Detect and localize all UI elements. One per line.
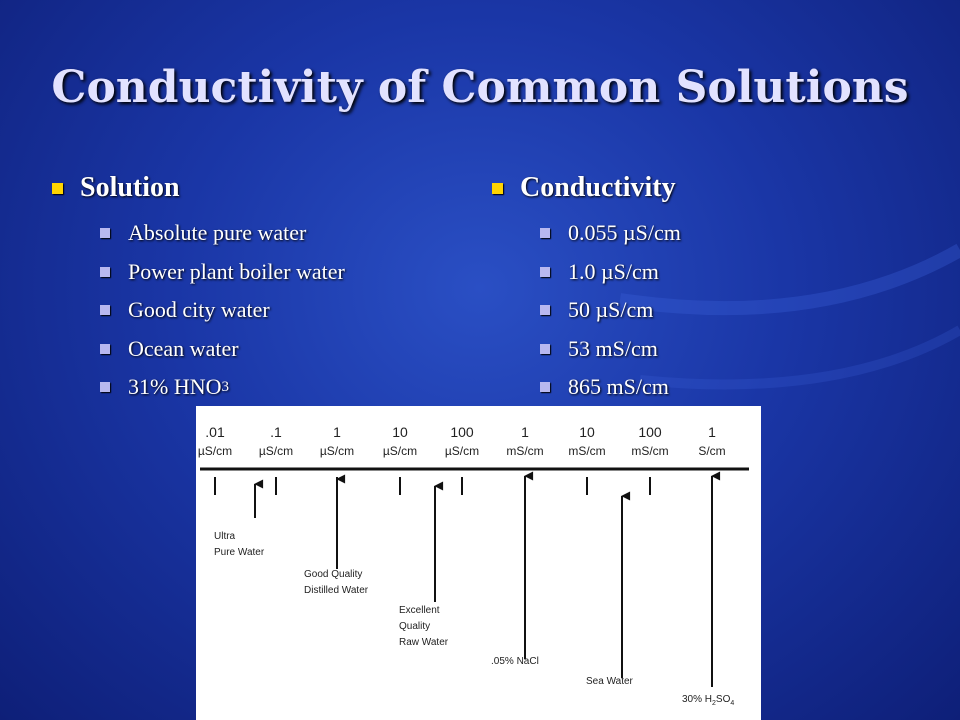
solution-item-label: Power plant boiler water <box>128 258 345 284</box>
solution-heading <box>52 172 345 204</box>
annotation-label: Sea Water <box>586 676 633 687</box>
conductivity-item-label: 1.0 µS/cm <box>568 258 659 284</box>
square-bullet-icon <box>100 305 110 315</box>
list-item <box>540 214 681 253</box>
tick-unit-label: mS/cm <box>631 444 669 458</box>
annotation-label: Ultra <box>214 531 236 542</box>
square-bullet-icon <box>540 305 550 315</box>
tick-unit-label: µS/cm <box>382 444 418 458</box>
square-bullet-icon <box>100 382 110 392</box>
conductivity-item-label: 53 mS/cm <box>568 335 658 361</box>
solution-item-label: Ocean water <box>128 335 239 361</box>
solution-item-label: Absolute pure water <box>128 220 307 246</box>
list-item <box>100 253 345 292</box>
conductivity-item-label: 865 mS/cm <box>568 374 669 400</box>
hno3-subscript: 3 <box>221 378 229 395</box>
tick-unit-label: mS/cm <box>568 444 606 458</box>
annotation-label: 30% $H_2SO_4$ <box>682 694 735 707</box>
tick-value-label: 100 <box>638 424 662 440</box>
yellow-bullet-icon <box>52 183 63 194</box>
square-bullet-icon <box>540 228 550 238</box>
solution-heading-label: Solution <box>80 172 180 203</box>
square-bullet-icon <box>100 344 110 354</box>
square-bullet-icon <box>100 228 110 238</box>
square-bullet-icon <box>540 267 550 277</box>
conductivity-list <box>540 214 681 407</box>
annotation-label: Quality <box>399 621 431 632</box>
tick-value-label: 100 <box>450 424 474 440</box>
tick-unit-label: S/cm <box>698 444 726 458</box>
square-bullet-icon <box>100 267 110 277</box>
scale-arrows <box>255 476 712 687</box>
tick-unit-label: µS/cm <box>258 444 294 458</box>
list-item <box>540 330 681 369</box>
tick-unit-label: µS/cm <box>444 444 480 458</box>
yellow-bullet-icon <box>492 183 503 194</box>
tick-unit-label: µS/cm <box>319 444 355 458</box>
annotation-label: .05% NaCl <box>491 656 539 667</box>
slide-title: Conductivity of Common Solutions <box>51 62 909 113</box>
tick-unit-label: mS/cm <box>506 444 544 458</box>
annotation-label: Excellent <box>399 605 440 616</box>
list-item <box>100 368 345 407</box>
conductivity-heading <box>492 172 681 204</box>
conductivity-column <box>492 172 681 407</box>
solution-list <box>100 214 345 407</box>
list-item <box>540 291 681 330</box>
square-bullet-icon <box>540 344 550 354</box>
list-item <box>540 368 681 407</box>
square-bullet-icon <box>540 382 550 392</box>
conductivity-item-label: 50 µS/cm <box>568 297 654 323</box>
annotation-label: Pure Water <box>214 547 265 558</box>
tick-value-label: .01 <box>205 424 225 440</box>
tick-value-label: .1 <box>270 424 282 440</box>
annotation-label: Good Quality <box>304 569 363 580</box>
solution-column <box>52 172 345 407</box>
tick-value-label: 1 <box>333 424 341 440</box>
tick-value-label: 10 <box>579 424 595 440</box>
solution-item-label: 31% HNO <box>128 374 222 400</box>
conductivity-item-label: 0.055 µS/cm <box>568 220 681 246</box>
solution-item-label: Good city water <box>128 297 270 323</box>
list-item <box>100 214 345 253</box>
conductivity-heading-label: Conductivity <box>520 172 676 203</box>
tick-unit-label: µS/cm <box>197 444 233 458</box>
tick-value-label: 1 <box>521 424 529 440</box>
conductivity-scale-diagram <box>196 406 761 720</box>
scale-ticks <box>198 424 726 495</box>
tick-value-label: 1 <box>708 424 716 440</box>
list-item <box>100 291 345 330</box>
scale-svg <box>196 406 761 720</box>
annotation-label: Raw Water <box>399 637 449 648</box>
list-item <box>100 330 345 369</box>
tick-value-label: 10 <box>392 424 408 440</box>
scale-annotations <box>214 531 734 707</box>
list-item <box>540 253 681 292</box>
annotation-label: Distilled Water <box>304 585 369 596</box>
